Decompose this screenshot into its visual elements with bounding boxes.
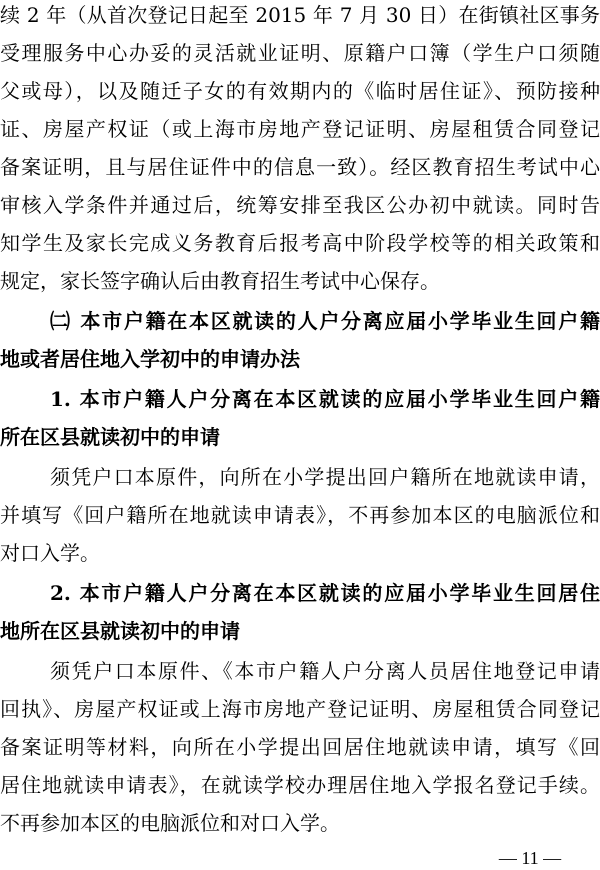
body-text-line: 受理服务中心办妥的灵活就业证明、原籍户口簿（学生户口须随	[0, 41, 600, 65]
body-text-line: 备案证明，且与居住证件中的信息一致）。经区教育招生考试中心	[0, 155, 600, 179]
body-text-line: 父或母），以及随迁子女的有效期内的《临时居住证》、预防接种	[0, 79, 600, 103]
subsection-heading-line: 1. 本市户籍人户分离在本区就读的应届小学毕业生回户籍	[50, 387, 600, 411]
subsection-heading-line: 2. 本市户籍人户分离在本区就读的应届小学毕业生回居住	[50, 581, 600, 605]
section-heading-line: 地或者居住地入学初中的申请办法	[0, 347, 300, 371]
body-text-line: 续 2 年（从首次登记日起至 2015 年 7 月 30 日）在街镇社区事务	[0, 3, 600, 27]
body-text-line: 并填写《回户籍所在地就读申请表》，不再参加本区的电脑派位和	[0, 503, 600, 527]
page-number: — 11 —	[498, 848, 562, 868]
subsection-heading-line: 地所在区县就读初中的申请	[0, 619, 240, 643]
body-text-line: 须凭户口本原件，向所在小学提出回户籍所在地就读申请，	[50, 465, 600, 489]
body-text-line: 须凭户口本原件、《本市户籍人户分离人员居住地登记申请	[50, 659, 600, 683]
body-text-line: 对口入学。	[0, 541, 100, 565]
body-text-line: 规定，家长签字确认后由教育招生考试中心保存。	[0, 269, 440, 293]
body-text-line: 备案证明等材料，向所在小学提出回居住地就读申请，填写《回	[0, 735, 600, 759]
subsection-heading-line: 所在区县就读初中的申请	[0, 425, 220, 449]
body-text-line: 知学生及家长完成义务教育后报考高中阶段学校等的相关政策和	[0, 231, 600, 255]
body-text-line: 回执》、房屋产权证或上海市房地产登记证明、房屋租赁合同登记	[0, 697, 600, 721]
body-text-line: 证、房屋产权证（或上海市房地产登记证明、房屋租赁合同登记	[0, 117, 600, 141]
body-text-line: 不再参加本区的电脑派位和对口入学。	[0, 811, 340, 835]
section-heading-line: ㈡ 本市户籍在本区就读的人户分离应届小学毕业生回户籍	[50, 309, 600, 333]
body-text-line: 审核入学条件并通过后，统筹安排至我区公办初中就读。同时告	[0, 193, 600, 217]
body-text-line: 居住地就读申请表》，在就读学校办理居住地入学报名登记手续。	[0, 773, 600, 797]
